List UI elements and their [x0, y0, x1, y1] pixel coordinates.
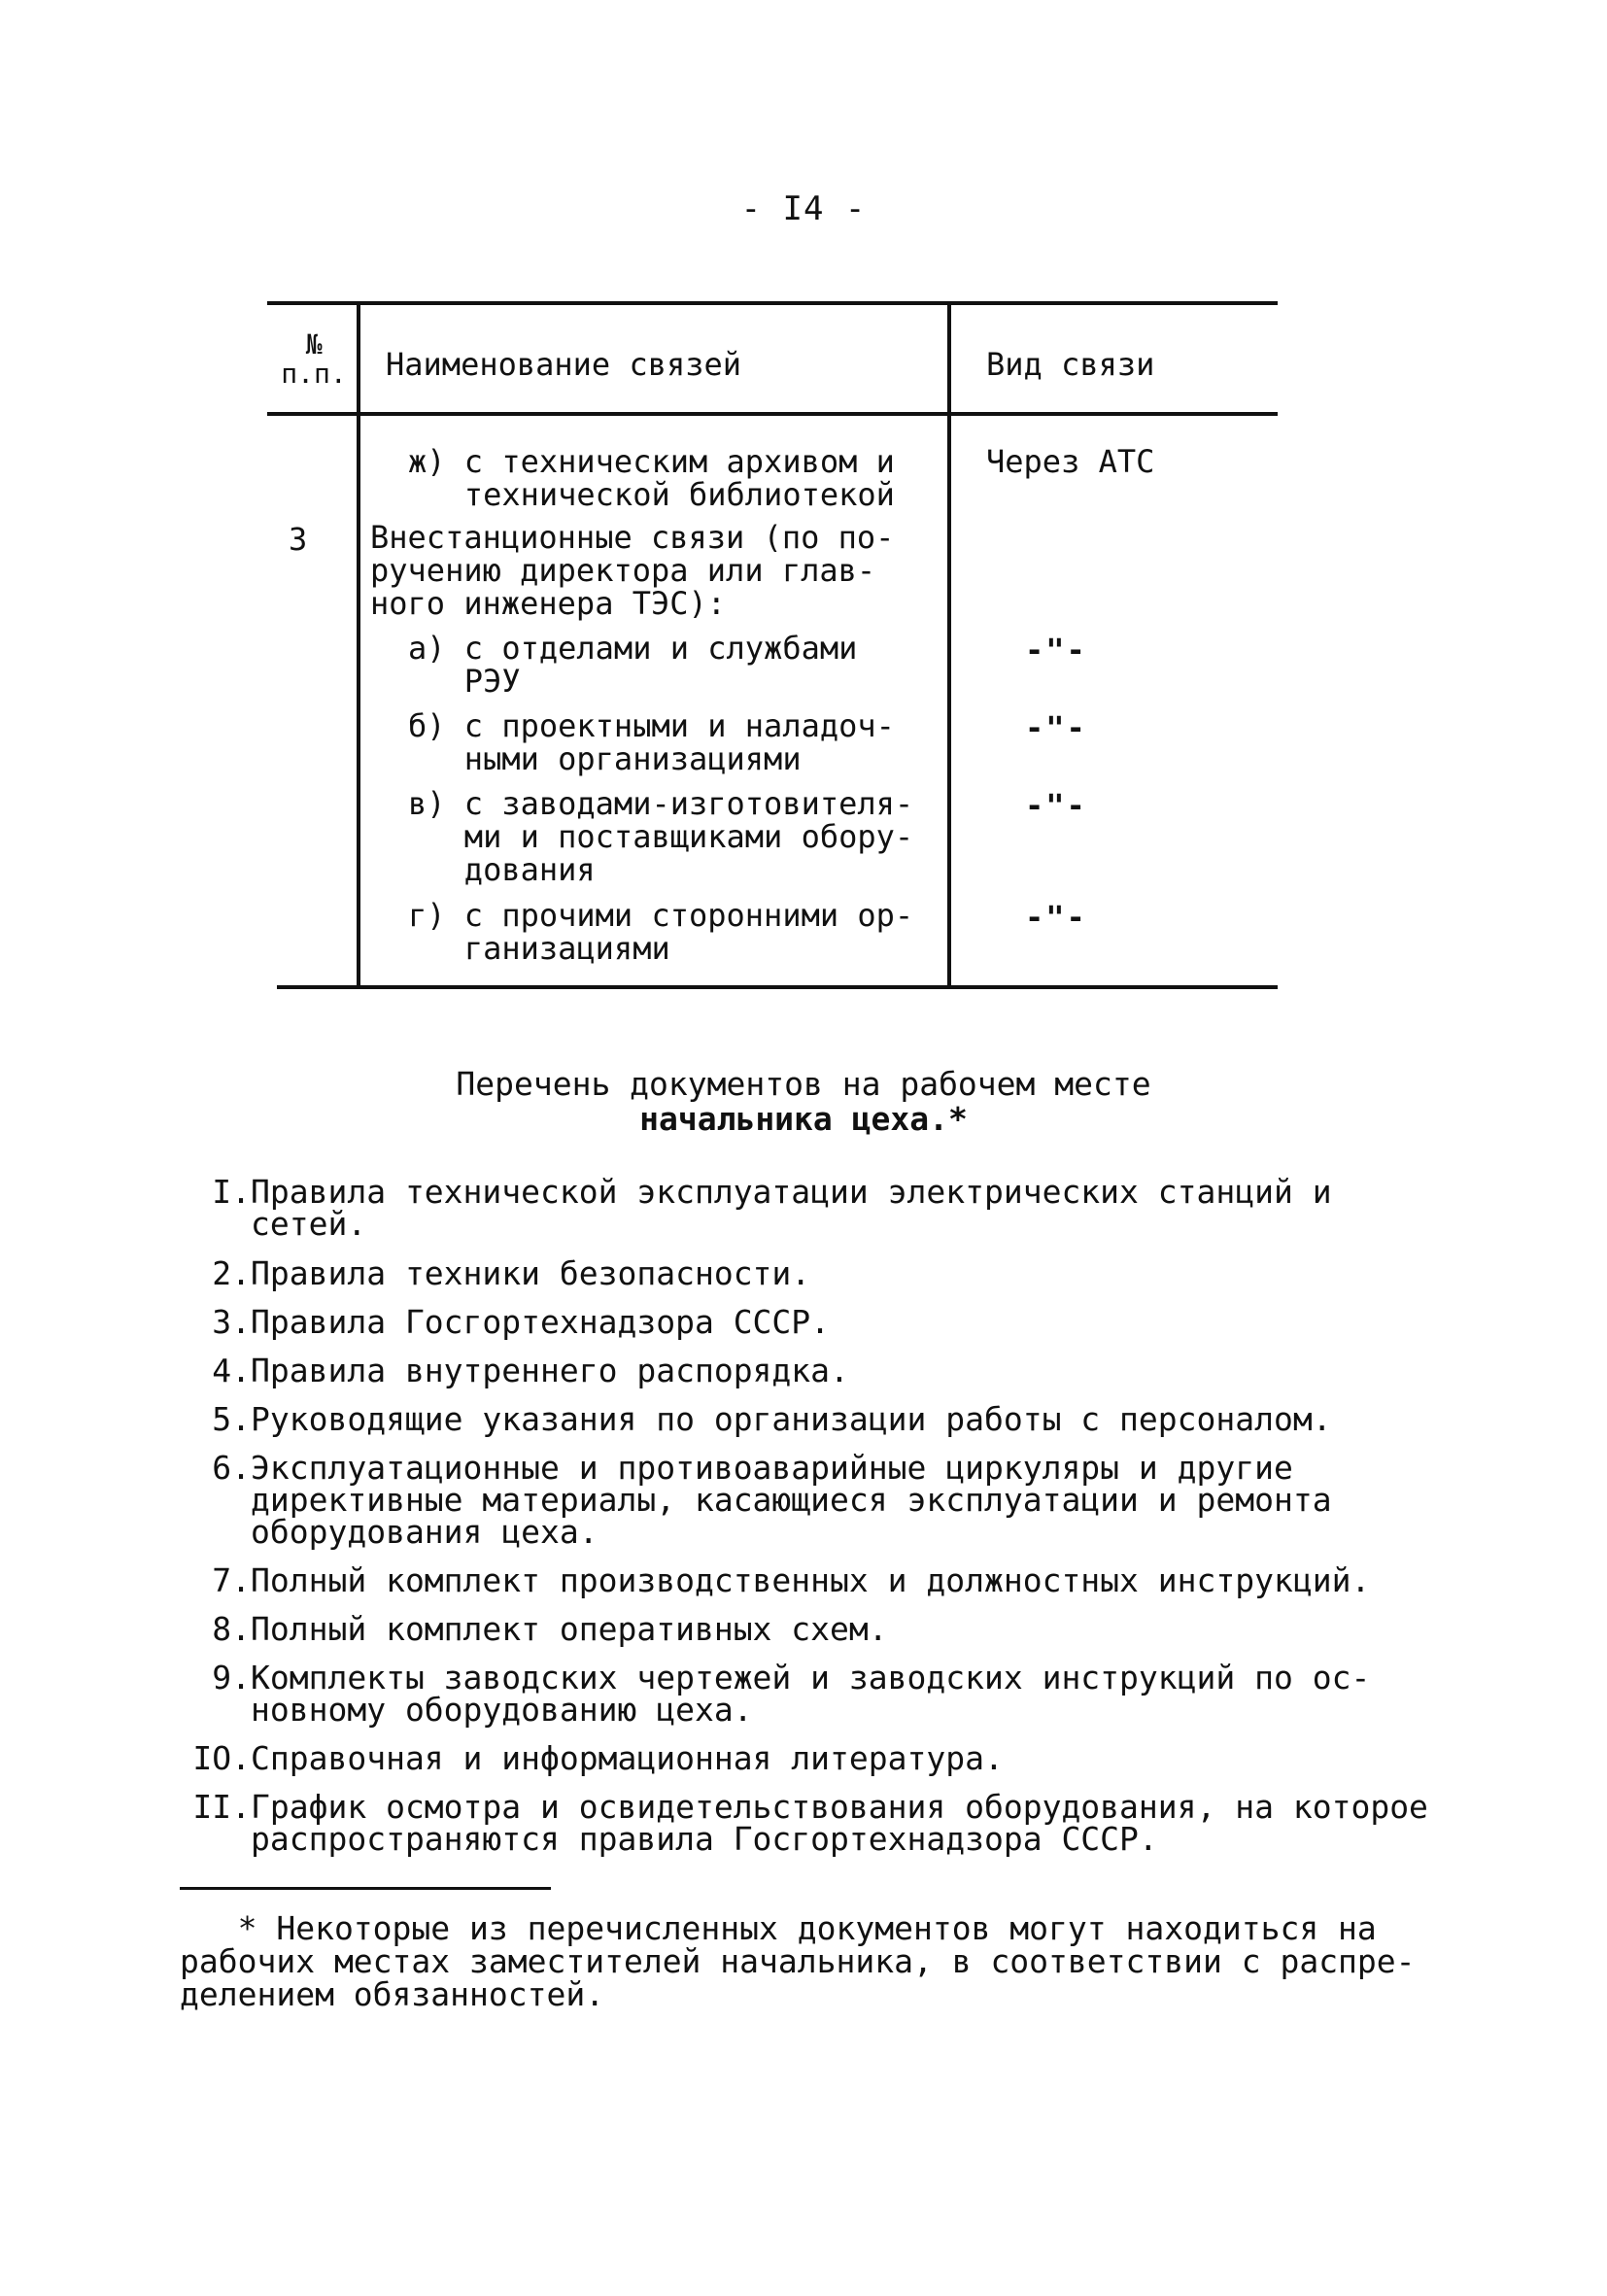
table-header-rule [267, 412, 1278, 416]
list-item-number: 8. [212, 1610, 251, 1648]
list-item-number: 9. [212, 1659, 251, 1696]
table-row-zh-name: ж) с техническим архивом и технической библиотекой [408, 443, 895, 513]
footnote-rule [180, 1887, 551, 1890]
table-row-v-type: -"- [1025, 787, 1087, 824]
list-item-number: II. [192, 1788, 251, 1826]
table-row-zh-type: Через АТС [986, 443, 1155, 480]
footnote: * Некоторые из перечисленных документов могут находиться на рабочих местах заместителей начальника, в соответствии с распре- делением обязанностей. [180, 1909, 1416, 2013]
list-item-number: 3. [212, 1303, 251, 1341]
table-row-v-name: в) с заводами-изготовителя- ми и поставщиками обору- дования [408, 785, 914, 888]
list-item-text: Руководящие указания по организации работы с персоналом. [251, 1400, 1332, 1438]
list-item-text: Полный комплект оперативных схем. [251, 1610, 888, 1648]
list-item-text: Правила технической эксплуатации электрических станций и сетей. [251, 1173, 1332, 1243]
list-item-text: Эксплуатационные и противоаварийные циркуляры и другие директивные материалы, касающиеся эксплуатации и ремонта оборудования цеха. [251, 1449, 1332, 1551]
list-item-number: 7. [212, 1561, 251, 1599]
list-item-number: 4. [212, 1352, 251, 1389]
table-row-3-name: Внестанционные связи (по по- ручению директора или глав- ного инженера ТЭС): [370, 519, 895, 622]
header-name: Наименование связей [386, 346, 742, 383]
header-num: № п.п. [281, 328, 347, 390]
list-item-number: I. [212, 1173, 251, 1211]
list-item-number: IO. [192, 1739, 251, 1777]
list-heading [0, 1067, 1607, 1137]
list-item-text: Полный комплект производственных и должностных инструкций. [251, 1561, 1371, 1599]
list-heading-line2: начальника цеха.* [639, 1100, 968, 1138]
table-col-divider-1 [357, 303, 360, 987]
table-top-rule [267, 301, 1278, 305]
list-item-text: Справочная и информационная литература. [251, 1739, 1004, 1777]
table-row-a-name: а) с отделами и службами РЭУ [408, 630, 858, 700]
header-type: Вид связи [986, 346, 1155, 383]
page-number: - I4 - [740, 189, 867, 228]
table-row-g-name: г) с прочими сторонними ор- ганизациями [408, 897, 914, 967]
list-item-text: Комплекты заводских чертежей и заводских инструкций по ос- новному оборудованию цеха. [251, 1659, 1371, 1729]
list-item-text: Правила Госгортехнадзора СССР. [251, 1303, 831, 1341]
list-item-number: 6. [212, 1449, 251, 1487]
list-item-number: 5. [212, 1400, 251, 1438]
table-bottom-rule [277, 985, 1278, 989]
table-row-a-type: -"- [1025, 632, 1087, 668]
list-item-text: График осмотра и освидетельствования оборудования, на которое распространяются правила Госгортехнадзора СССР. [251, 1788, 1428, 1858]
communications-table [267, 301, 1278, 991]
table-row-b-type: -"- [1025, 709, 1087, 746]
table-row-3-num: 3 [289, 521, 308, 558]
list-item-text: Правила техники безопасности. [251, 1254, 811, 1292]
table-row-b-name: б) с проектными и наладоч- ными организациями [408, 707, 895, 777]
list-heading-line1: Перечень документов на рабочем месте [456, 1065, 1151, 1103]
table-row-g-type: -"- [1025, 899, 1087, 936]
list-item-number: 2. [212, 1254, 251, 1292]
list-item-text: Правила внутреннего распорядка. [251, 1352, 849, 1389]
table-col-divider-2 [947, 303, 951, 987]
